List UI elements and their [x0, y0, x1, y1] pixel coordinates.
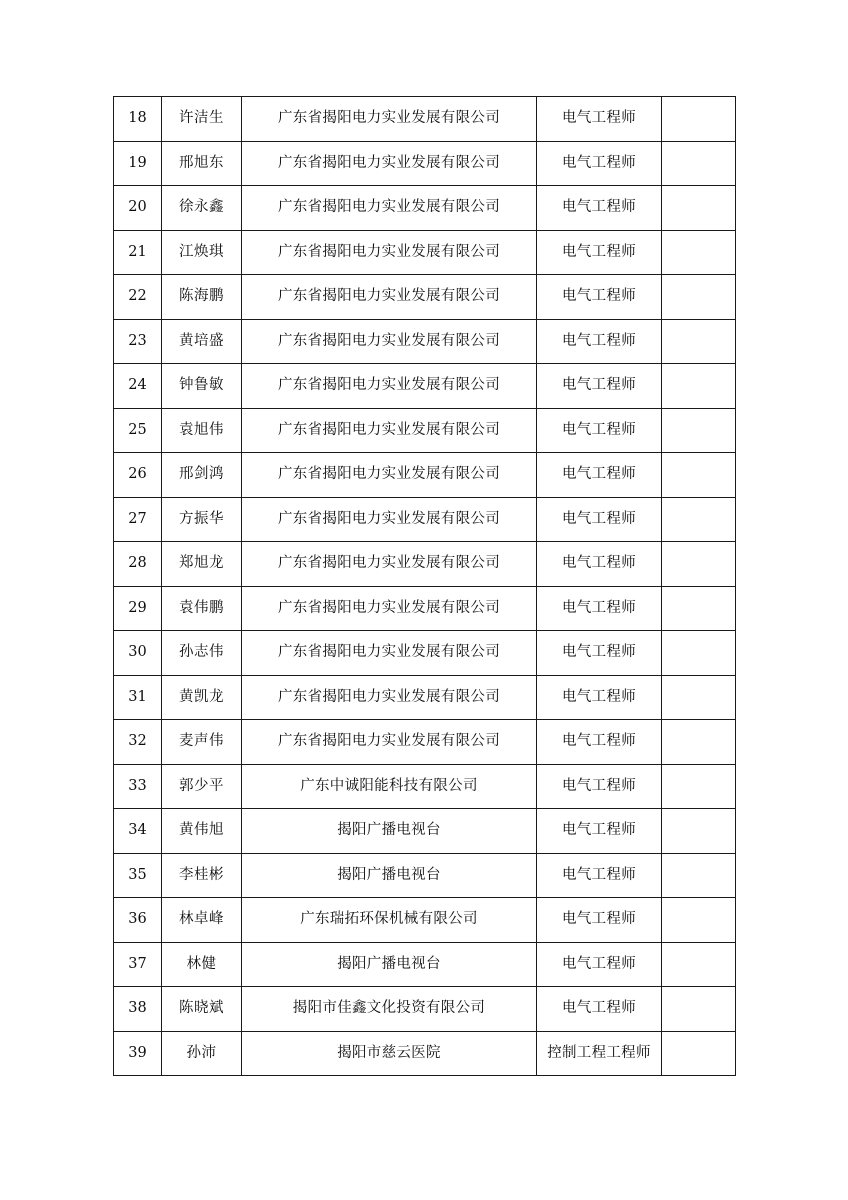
row-organization: 广东省揭阳电力实业发展有限公司: [242, 586, 537, 631]
row-note: [662, 987, 736, 1032]
row-person-name: 袁旭伟: [162, 408, 242, 453]
row-note: [662, 631, 736, 676]
table-row: [114, 675, 736, 720]
row-note: [662, 720, 736, 765]
row-declared-title: 电气工程师: [537, 675, 662, 720]
table-row: [114, 453, 736, 498]
row-organization: 揭阳市佳鑫文化投资有限公司: [242, 987, 537, 1032]
row-note: [662, 141, 736, 186]
row-index: 18: [114, 97, 162, 142]
table-row: [114, 319, 736, 364]
table-row: [114, 97, 736, 142]
row-organization: 广东省揭阳电力实业发展有限公司: [242, 186, 537, 231]
row-organization: 广东省揭阳电力实业发展有限公司: [242, 720, 537, 765]
row-declared-title: 电气工程师: [537, 764, 662, 809]
row-note: [662, 186, 736, 231]
row-note: [662, 275, 736, 320]
row-declared-title: 电气工程师: [537, 230, 662, 275]
row-index: 23: [114, 319, 162, 364]
table-row: [114, 1031, 736, 1076]
row-organization: 广东省揭阳电力实业发展有限公司: [242, 275, 537, 320]
table-row: [114, 186, 736, 231]
row-note: [662, 408, 736, 453]
row-index: 20: [114, 186, 162, 231]
table-row: [114, 898, 736, 943]
table-row: [114, 141, 736, 186]
row-note: [662, 230, 736, 275]
row-person-name: 黄凯龙: [162, 675, 242, 720]
row-declared-title: 电气工程师: [537, 631, 662, 676]
table-row: [114, 853, 736, 898]
table-row: [114, 942, 736, 987]
row-index: 30: [114, 631, 162, 676]
row-declared-title: 电气工程师: [537, 319, 662, 364]
row-note: [662, 542, 736, 587]
roster-table: [113, 96, 736, 1076]
row-index: 34: [114, 809, 162, 854]
table-row: [114, 987, 736, 1032]
row-organization: 广东省揭阳电力实业发展有限公司: [242, 364, 537, 409]
row-person-name: 方振华: [162, 497, 242, 542]
row-person-name: 许洁生: [162, 97, 242, 142]
row-organization: 广东省揭阳电力实业发展有限公司: [242, 141, 537, 186]
row-note: [662, 809, 736, 854]
row-declared-title: 电气工程师: [537, 364, 662, 409]
row-index: 26: [114, 453, 162, 498]
row-declared-title: 电气工程师: [537, 408, 662, 453]
row-person-name: 江焕琪: [162, 230, 242, 275]
row-person-name: 李桂彬: [162, 853, 242, 898]
row-declared-title: 控制工程工程师: [537, 1031, 662, 1076]
row-index: 37: [114, 942, 162, 987]
roster-table-wrapper: [113, 96, 735, 1076]
table-row: [114, 542, 736, 587]
row-person-name: 郭少平: [162, 764, 242, 809]
table-row: [114, 809, 736, 854]
table-row: [114, 408, 736, 453]
table-row: [114, 275, 736, 320]
row-person-name: 黄伟旭: [162, 809, 242, 854]
row-person-name: 邢剑鸿: [162, 453, 242, 498]
row-organization: 揭阳广播电视台: [242, 853, 537, 898]
row-person-name: 孙沛: [162, 1031, 242, 1076]
row-person-name: 孙志伟: [162, 631, 242, 676]
row-organization: 广东瑞拓环保机械有限公司: [242, 898, 537, 943]
row-declared-title: 电气工程师: [537, 853, 662, 898]
row-person-name: 徐永鑫: [162, 186, 242, 231]
row-declared-title: 电气工程师: [537, 141, 662, 186]
row-declared-title: 电气工程师: [537, 942, 662, 987]
row-index: 32: [114, 720, 162, 765]
row-note: [662, 319, 736, 364]
row-note: [662, 586, 736, 631]
row-note: [662, 942, 736, 987]
row-person-name: 邢旭东: [162, 141, 242, 186]
table-row: [114, 586, 736, 631]
row-note: [662, 764, 736, 809]
row-index: 35: [114, 853, 162, 898]
row-organization: 广东省揭阳电力实业发展有限公司: [242, 230, 537, 275]
row-organization: 广东省揭阳电力实业发展有限公司: [242, 631, 537, 676]
row-person-name: 陈晓斌: [162, 987, 242, 1032]
row-declared-title: 电气工程师: [537, 542, 662, 587]
row-index: 21: [114, 230, 162, 275]
row-note: [662, 1031, 736, 1076]
row-index: 27: [114, 497, 162, 542]
row-declared-title: 电气工程师: [537, 453, 662, 498]
table-row: [114, 497, 736, 542]
table-row: [114, 631, 736, 676]
row-declared-title: 电气工程师: [537, 275, 662, 320]
row-index: 22: [114, 275, 162, 320]
row-organization: 广东省揭阳电力实业发展有限公司: [242, 97, 537, 142]
row-person-name: 陈海鹏: [162, 275, 242, 320]
row-note: [662, 97, 736, 142]
row-index: 24: [114, 364, 162, 409]
table-row: [114, 364, 736, 409]
row-organization: 揭阳广播电视台: [242, 942, 537, 987]
row-note: [662, 364, 736, 409]
row-declared-title: 电气工程师: [537, 497, 662, 542]
row-index: 39: [114, 1031, 162, 1076]
row-index: 31: [114, 675, 162, 720]
row-declared-title: 电气工程师: [537, 186, 662, 231]
row-declared-title: 电气工程师: [537, 987, 662, 1032]
row-organization: 广东省揭阳电力实业发展有限公司: [242, 408, 537, 453]
row-declared-title: 电气工程师: [537, 97, 662, 142]
row-organization: 揭阳广播电视台: [242, 809, 537, 854]
row-organization: 广东省揭阳电力实业发展有限公司: [242, 675, 537, 720]
row-index: 38: [114, 987, 162, 1032]
row-declared-title: 电气工程师: [537, 898, 662, 943]
row-organization: 广东省揭阳电力实业发展有限公司: [242, 319, 537, 364]
row-declared-title: 电气工程师: [537, 720, 662, 765]
row-organization: 揭阳市慈云医院: [242, 1031, 537, 1076]
row-person-name: 林卓峰: [162, 898, 242, 943]
row-organization: 广东省揭阳电力实业发展有限公司: [242, 497, 537, 542]
row-note: [662, 675, 736, 720]
row-index: 36: [114, 898, 162, 943]
row-organization: 广东省揭阳电力实业发展有限公司: [242, 453, 537, 498]
roster-table-body: [114, 97, 736, 1076]
row-note: [662, 453, 736, 498]
row-declared-title: 电气工程师: [537, 809, 662, 854]
row-note: [662, 497, 736, 542]
row-index: 33: [114, 764, 162, 809]
row-note: [662, 898, 736, 943]
row-organization: 广东省揭阳电力实业发展有限公司: [242, 542, 537, 587]
row-person-name: 麦声伟: [162, 720, 242, 765]
row-index: 28: [114, 542, 162, 587]
row-person-name: 郑旭龙: [162, 542, 242, 587]
row-person-name: 林健: [162, 942, 242, 987]
row-person-name: 袁伟鹏: [162, 586, 242, 631]
row-person-name: 钟鲁敏: [162, 364, 242, 409]
row-index: 19: [114, 141, 162, 186]
table-row: [114, 764, 736, 809]
row-person-name: 黄培盛: [162, 319, 242, 364]
table-row: [114, 230, 736, 275]
table-row: [114, 720, 736, 765]
row-note: [662, 853, 736, 898]
row-index: 29: [114, 586, 162, 631]
row-index: 25: [114, 408, 162, 453]
row-organization: 广东中诚阳能科技有限公司: [242, 764, 537, 809]
row-declared-title: 电气工程师: [537, 586, 662, 631]
